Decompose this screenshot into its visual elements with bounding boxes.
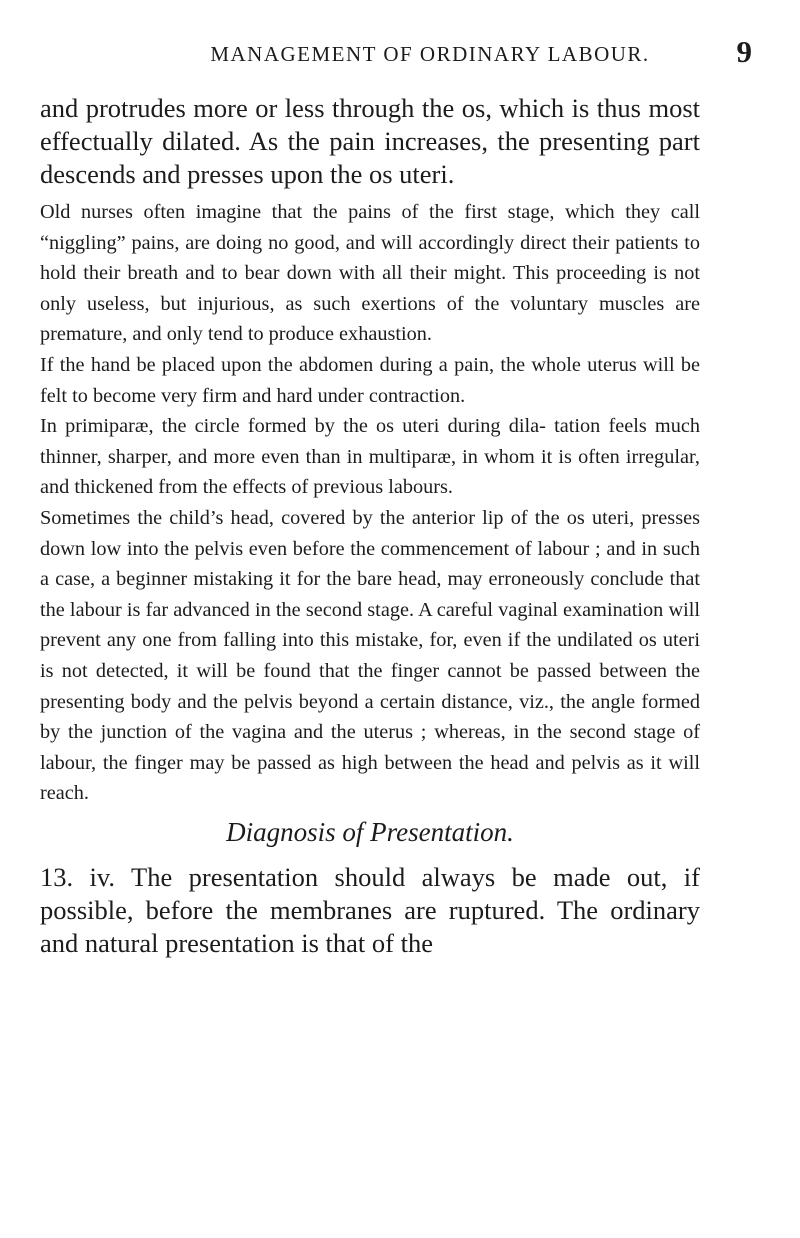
paragraph-presentation: 13. iv. The presentation should always be made out, if possible, before the membranes are ruptured. The ordinary and natural presentation is that of the: [40, 861, 700, 958]
running-head-title: MANAGEMENT OF ORDINARY LABOUR.: [210, 42, 650, 66]
paragraph-hand-on-abdomen: If the hand be placed upon the abdomen during a pain, the whole uterus will be felt to become very firm and hard under contraction.: [40, 353, 700, 407]
body-text: [40, 92, 700, 960]
paragraph-continued: and protrudes more or less through the os, which is thus most effectually dilated. As the pain increases, the presenting part descends and presses upon the os uteri.: [40, 93, 700, 189]
page-number: 9: [736, 34, 752, 69]
section-heading: Diagnosis of Presentation.: [226, 816, 514, 847]
paragraph-childs-head: Sometimes the child’s head, covered by the anterior lip of the os uteri, presses down low into the pelvis even before the commencement of labour ; and in such a case, a beginner mistaking it for the bare head, may erroneously conclude that the labour is far advanced in the second stage. A careful vaginal examination will prevent any one from falling into this mistake, for, even if the undilated os uteri is not detected, it will be found that the finger cannot be passed between the presenting body and the pelvis beyond a certain distance, viz., the angle formed by the junction of the vagina and the uterus ; whereas, in the second stage of labour, the finger may be passed as high between the head and pelvis as it will reach.: [40, 506, 700, 805]
paragraph-primiparae: In primiparæ, the circle formed by the os uteri during dila- tation feels much thinner, sharper, and more even than in multiparæ, in whom it is often irregular, and thickened from the effects of previous labours.: [40, 415, 700, 499]
running-head: [40, 34, 760, 74]
paragraph-old-nurses: Old nurses often imagine that the pains of the first stage, which they call “niggling” pains, are doing no good, and will accordingly direct their patients to hold their breath and to bear down with all their might. This proceeding is not only useless, but injurious, as such exertions of the voluntary muscles are premature, and only tend to produce exhaustion.: [40, 201, 700, 346]
